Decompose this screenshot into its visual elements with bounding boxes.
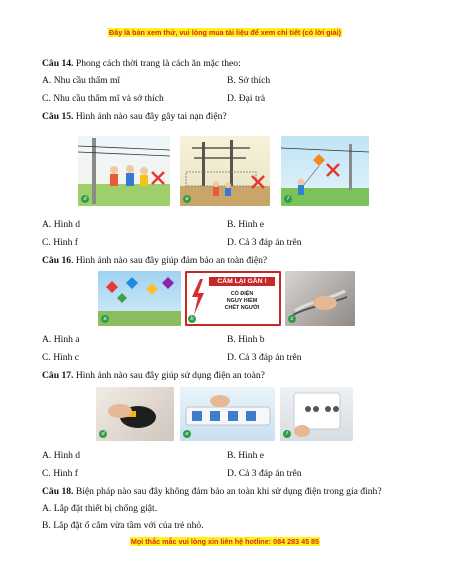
figure-a-kites <box>98 271 181 326</box>
figure-e-power-strip <box>180 387 275 441</box>
figure-f-wall-socket <box>280 387 353 441</box>
danger-sign <box>185 271 281 326</box>
option-b: B. Hình e <box>227 450 265 461</box>
sign-line: NGUY HIỂM <box>226 298 258 304</box>
figure-d-plug-handling <box>96 387 174 441</box>
option-b: B. Lắp đặt ổ cắm vừa tầm với của trẻ nhỏ. <box>42 520 204 531</box>
option-a: A. Nhu cầu thẩm mĩ <box>42 75 121 86</box>
question-16 <box>42 255 267 266</box>
hotline-notice-text: Mọi thắc mắc vui lòng xin liên hệ hotline: 084 283 45 85 <box>130 537 320 546</box>
question-number: Câu 18. <box>42 486 74 497</box>
question-number: Câu 14. <box>42 58 74 69</box>
figure-c-hand-wires <box>285 271 355 326</box>
option-a: A. Lắp đặt thiết bị chống giật. <box>42 503 158 514</box>
question-14 <box>42 58 241 69</box>
question-number: Câu 15. <box>42 111 74 122</box>
question-text: Hình ảnh nào sau đây gây tai nạn điện? <box>75 111 227 122</box>
option-c: C. Hình f <box>42 237 78 248</box>
question-15 <box>42 111 227 122</box>
preview-notice <box>0 28 450 37</box>
preview-notice-text: Đây là bản xem thử, vui lòng mua tài liệu để xem chi tiết (có lời giải) <box>109 28 341 37</box>
figure-label: e <box>183 195 191 203</box>
sign-line: CHẾT NGƯỜI <box>224 305 260 311</box>
option-d: D. Cả 3 đáp án trên <box>227 237 302 248</box>
question-number: Câu 17. <box>42 370 74 381</box>
question-number: Câu 16 <box>42 255 72 266</box>
option-b: B. Hình b <box>227 334 265 345</box>
question-text: . Hình ảnh nào sau đây giúp đảm bảo an toàn điện? <box>71 255 268 266</box>
sign-lines <box>209 291 275 312</box>
option-a: A. Hình a <box>42 334 80 345</box>
figure-d-children-near-pole <box>78 136 170 206</box>
figure-label: f <box>283 430 291 438</box>
option-b: B. Hình e <box>227 219 265 230</box>
question-17 <box>42 370 265 381</box>
sign-title: CẤM LẠI GẦN ! <box>209 277 275 286</box>
figure-label: b <box>188 315 196 323</box>
question-18 <box>42 486 382 497</box>
question-text: Hình ảnh nào sau đây giúp sử dụng điện an toàn? <box>75 370 265 381</box>
figure-label: e <box>183 430 191 438</box>
figure-f-kite-near-powerline <box>281 136 369 206</box>
hotline-notice <box>0 537 450 546</box>
option-a: A. Hình d <box>42 450 81 461</box>
question-text: Phong cách thời trang là cách ăn mặc theo: <box>75 58 241 69</box>
option-b: B. Sở thích <box>227 75 271 86</box>
figure-label: f <box>284 195 292 203</box>
option-c: C. Nhu cầu thẩm mĩ và sở thích <box>42 93 164 104</box>
figure-label: a <box>101 315 109 323</box>
option-a: A. Hình d <box>42 219 81 230</box>
figure-label: d <box>81 195 89 203</box>
option-d: D. Cả 3 đáp án trên <box>227 352 302 363</box>
option-c: C. Hình c <box>42 352 80 363</box>
figure-label: d <box>99 430 107 438</box>
option-d: D. Đại trà <box>227 93 266 104</box>
sign-line: CÓ ĐIỆN <box>230 291 254 297</box>
option-c: C. Hình f <box>42 468 78 479</box>
figure-label: c <box>288 315 296 323</box>
question-text: Biện pháp nào sau đây không đảm bảo an toàn khi sử dụng điện trong gia đình? <box>75 486 382 497</box>
figure-e-children-near-substation <box>180 136 270 206</box>
figure-b-danger-sign <box>185 271 281 326</box>
option-d: D. Cả 3 đáp án trên <box>227 468 302 479</box>
lightning-icon <box>190 279 206 315</box>
